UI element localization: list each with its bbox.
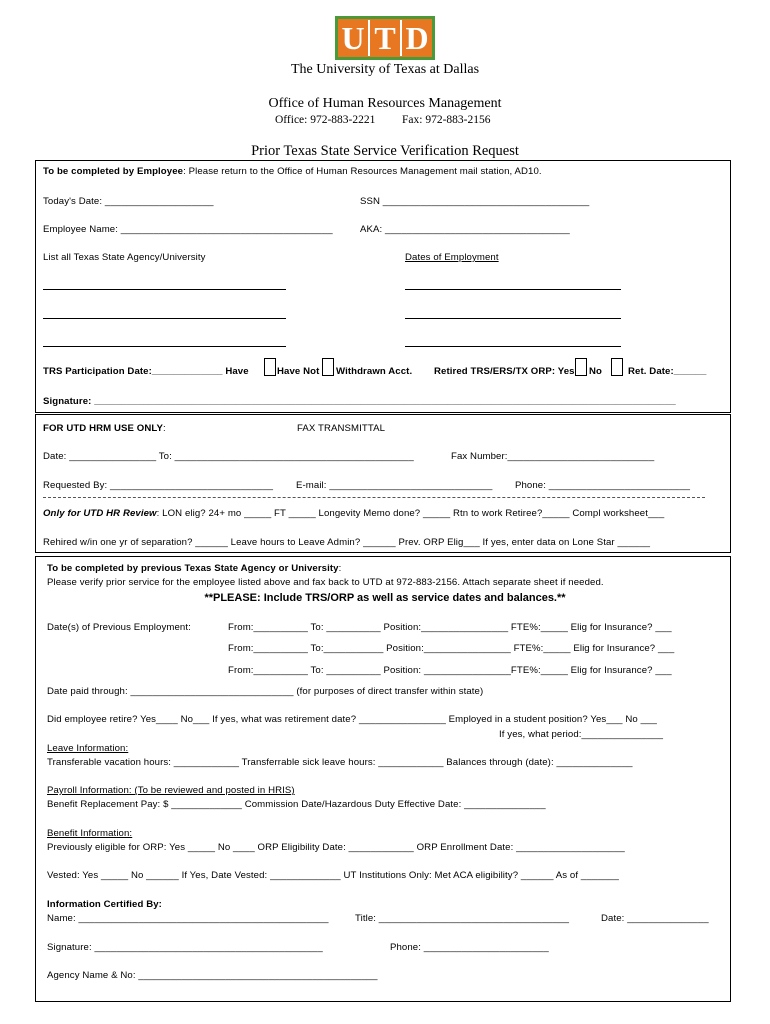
form-title: Prior Texas State Service Verification Request [251,143,519,159]
hrm-date-to-field[interactable]: Date: ________________ To: ____________________________________________ [43,451,414,462]
employee-name-field[interactable]: Employee Name: _______________________________________ [43,224,333,235]
benefit-replacement-row[interactable]: Benefit Replacement Pay: $ _____________ Commission Date/Hazardous Duty Effective Date: _______________ [47,799,546,810]
certified-signature-field[interactable]: Signature: __________________________________________ [47,942,323,953]
employment-row-1[interactable]: From:__________ To: __________ Position:________________ FTE%:_____ Elig for Insurance? ___ [228,622,672,633]
employee-signature-field[interactable]: Signature: ___________________________________________________________________________________________________________ [43,396,676,407]
logo-letter-t: T [368,20,400,56]
certified-date-field[interactable]: Date: _______________ [601,913,709,924]
payroll-information-label: Payroll Information: (To be reviewed and posted in HRIS) [47,785,295,796]
logo-letter-d: D [400,20,432,56]
leave-information-label: Leave Information: [47,743,129,754]
vested-row[interactable]: Vested: Yes _____ No ______ If Yes, Date Vested: _____________ UT Institutions Only: Met ACA eligibility? ______ As of _______ [47,870,619,881]
agency-line-2[interactable] [43,318,286,319]
retired-yes-checkbox[interactable] [575,358,587,376]
certified-title-field[interactable]: Title: ___________________________________ [355,913,570,924]
hrm-email-field[interactable]: E-mail: ______________________________ [296,480,493,491]
agency-instruction-2: Please verify prior service for the employee listed above and fax back to UTD at 972-883-2156. Attach separate sheet if needed. [47,577,604,588]
dashed-divider [43,497,705,498]
agency-line-3[interactable] [43,346,286,347]
retired-label: Retired TRS/ERS/TX ORP: Yes [434,366,575,377]
trs-participation-field[interactable]: TRS Participation Date:_____________ Have [43,366,249,377]
hr-review-row[interactable]: Only for UTD HR Review: LON elig? 24+ mo _____ FT _____ Longevity Memo done? _____ Rtn to work Retiree?_____ Compl worksheet___ [43,508,665,519]
employee-instruction: To be completed by Employee: Please return to the Office of Human Resources Management mail station, AD10. [43,166,542,177]
employment-row-3[interactable]: From:__________ To: __________ Position: ________________FTE%:_____ Elig for Insurance? ___ [228,665,672,676]
employment-row-2[interactable]: From:__________ To:___________ Position:________________ FTE%:_____ Elig for Insurance? ___ [228,643,675,654]
office-phone: Office: 972-883-2221 [275,114,376,126]
fax-transmittal-label: FAX TRANSMITTAL [297,423,386,434]
todays-date-field[interactable]: Today's Date: ____________________ [43,196,214,207]
have-not-checkbox[interactable] [322,358,334,376]
certified-name-field[interactable]: Name: ______________________________________________ [47,913,329,924]
dates-line-2[interactable] [405,318,621,319]
have-checkbox[interactable] [264,358,276,376]
hrm-phone-field[interactable]: Phone: __________________________ [515,480,691,491]
certified-phone-field[interactable]: Phone: _______________________ [390,942,549,953]
withdrawn-label: Withdrawn Acct. [336,366,413,377]
have-not-label: Have Not [277,366,320,377]
dates-line-1[interactable] [405,289,621,290]
please-include-note: **PLEASE: Include TRS/ORP as well as service dates and balances.** [204,592,566,604]
previous-employment-label: Date(s) of Previous Employment: [47,622,191,633]
leave-hours-row[interactable]: Transferable vacation hours: ____________ Transferrable sick leave hours: ____________ Balances through (date): ______________ [47,757,633,768]
dates-of-employment-label: Dates of Employment [405,252,499,263]
agency-name-no-field[interactable]: Agency Name & No: ____________________________________________ [47,970,378,981]
agency-list-label: List all Texas State Agency/University [43,252,206,263]
information-certified-label: Information Certified By: [47,899,162,910]
fax-number-field[interactable]: Fax Number:___________________________ [451,451,655,462]
dates-line-3[interactable] [405,346,621,347]
did-employee-retire-row[interactable]: Did employee retire? Yes____ No___ If yes, what was retirement date? ________________ Employed in a student position? Yes___ No ___ [47,714,657,725]
ret-date-field[interactable]: Ret. Date:______ [628,366,707,377]
retired-no-label: No [589,366,602,377]
ssn-field[interactable]: SSN ______________________________________ [360,196,590,207]
benefit-information-label: Benefit Information: [47,828,133,839]
retired-no-checkbox[interactable] [611,358,623,376]
fax-phone: Fax: 972-883-2156 [402,114,491,126]
utd-logo [335,16,435,60]
what-period-field[interactable]: If yes, what period:_______________ [499,729,664,740]
date-paid-through-field[interactable]: Date paid through: ______________________________ (for purposes of direct transfer within state) [47,686,484,697]
agency-instruction: To be completed by previous Texas State Agency or University: [47,563,342,574]
hrm-use-label: FOR UTD HRM USE ONLY: [43,423,166,434]
office-title: Office of Human Resources Management [268,96,502,111]
previously-eligible-orp-row[interactable]: Previously eligible for ORP: Yes _____ No ____ ORP Eligibility Date: ____________ ORP Enrollment Date: ____________________ [47,842,625,853]
requested-by-field[interactable]: Requested By: ______________________________ [43,480,274,491]
logo-letter-u: U [341,20,365,56]
aka-field[interactable]: AKA: __________________________________ [360,224,570,235]
rehired-row[interactable]: Rehired w/in one yr of separation? ______ Leave hours to Leave Admin? ______ Prev. ORP Elig___ If yes, enter data on Lone Star ______ [43,537,651,548]
agency-line-1[interactable] [43,289,286,290]
university-name: The University of Texas at Dallas [290,62,480,77]
